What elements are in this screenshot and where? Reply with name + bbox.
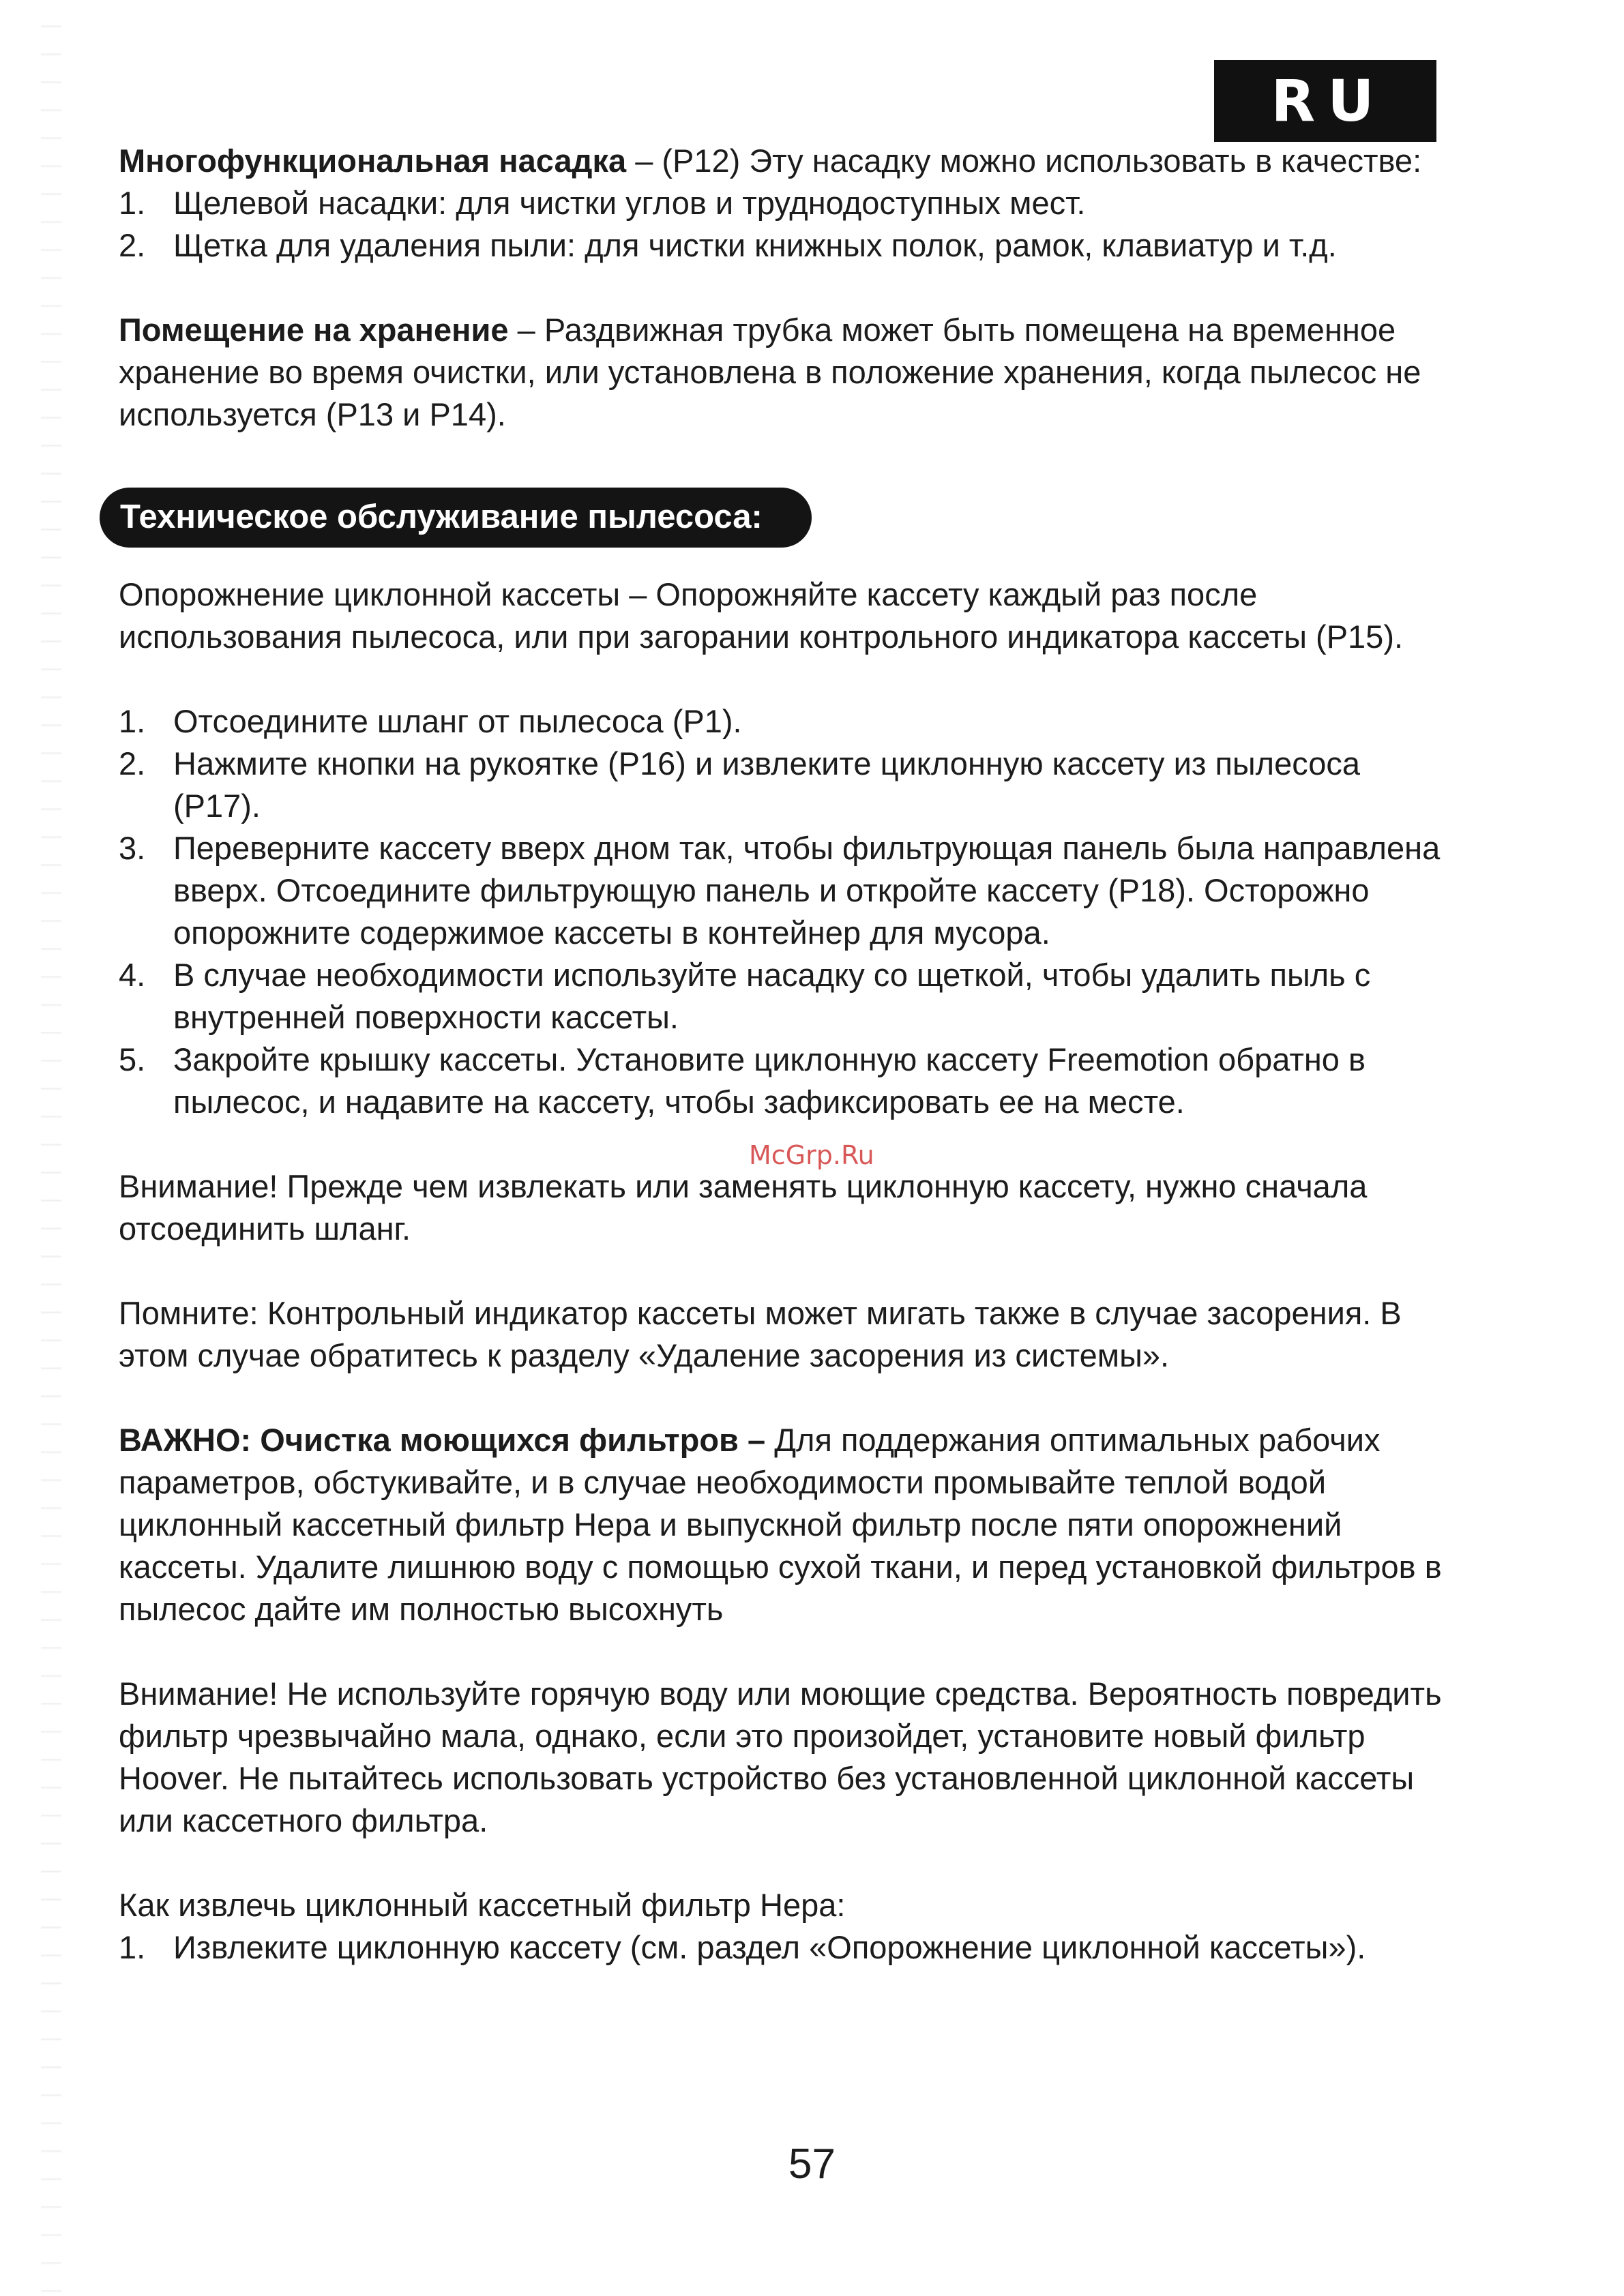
multi-tool-list bbox=[119, 182, 1456, 267]
attention-hose-paragraph: Внимание! Прежде чем извлекать или заменять циклонную кассету, нужно сначала отсоединить шланг. bbox=[119, 1168, 1368, 1247]
list-item bbox=[119, 224, 1456, 267]
list-item-number: 3. bbox=[119, 830, 146, 866]
important-text: Для поддержания оптимальных рабочих параметров, обстукивайте, и в случае необходимости промывайте теплой водой циклонный кассетный фильтр Hepa и выпускной фильтр после пяти опорожнений кассеты. Удалите лишнюю воду с помощью сухой ткани, и перед установкой фильтров в пылесос дайте им полностью высохнуть bbox=[119, 1422, 1442, 1627]
list-item bbox=[119, 182, 1456, 224]
remember-paragraph: Помните: Контрольный индикатор кассеты может мигать также в случае засорения. В этом случае обратитесь к разделу «Удаление засорения из системы». bbox=[119, 1295, 1402, 1373]
list-item-text: Щелевой насадки: для чистки углов и труднодоступных мест. bbox=[173, 185, 1086, 221]
list-item-text: Щетка для удаления пыли: для чистки книжных полок, рамок, клавиатур и т.д. bbox=[173, 227, 1337, 263]
page-number: 57 bbox=[788, 2141, 836, 2188]
multi-tool-title: Многофункциональная насадка bbox=[119, 143, 627, 179]
multi-tool-paragraph bbox=[119, 140, 1456, 182]
storage-paragraph bbox=[119, 309, 1456, 436]
list-item-text: Закройте крышку кассеты. Установите циклонную кассету Freemotion обратно в пылесос, и надавите на кассету, чтобы зафиксировать ее на месте. bbox=[173, 1041, 1365, 1120]
list-item bbox=[119, 743, 1456, 827]
list-item-number: 2. bbox=[119, 745, 146, 781]
list-item-number: 1. bbox=[119, 185, 146, 221]
watermark-text: McGrp.Ru bbox=[749, 1140, 874, 1170]
section-header-maintenance: Техническое обслуживание пылесоса: bbox=[100, 488, 812, 548]
list-item-text: Отсоедините шланг от пылесоса (P1). bbox=[173, 703, 742, 739]
list-item-text: Нажмите кнопки на рукоятке (P16) и извлеките циклонную кассету из пылесоса (P17). bbox=[173, 745, 1361, 824]
list-item bbox=[119, 827, 1456, 954]
list-item bbox=[119, 1039, 1456, 1123]
attention-water-paragraph: Внимание! Не используйте горячую воду или моющие средства. Вероятность повредить фильтр чрезвычайно мала, однако, если это произойдет, установите новый фильтр Hoover. Не пытайтесь использовать устройство без установленной циклонной кассеты или кассетного фильтра. bbox=[119, 1675, 1442, 1838]
hepa-removal-list bbox=[119, 1926, 1456, 1969]
list-item-number: 1. bbox=[119, 1929, 146, 1965]
page-content bbox=[119, 140, 1456, 1969]
list-item-number: 4. bbox=[119, 957, 146, 993]
emptying-steps-list bbox=[119, 700, 1456, 1123]
list-item bbox=[119, 954, 1456, 1039]
important-paragraph bbox=[119, 1419, 1456, 1630]
multi-tool-text: – (P12) Эту насадку можно использовать в качестве: bbox=[626, 143, 1422, 179]
list-item bbox=[119, 1926, 1456, 1969]
storage-text: – Раздвижная трубка может быть помещена на временное хранение во время очистки, или установлена в положение хранения, когда пылесос не используется (P13 и P14). bbox=[119, 312, 1421, 432]
list-item-number: 1. bbox=[119, 703, 146, 739]
hepa-removal-intro: Как извлечь циклонный кассетный фильтр Hepa: bbox=[119, 1887, 846, 1923]
list-item-text: Извлеките циклонную кассету (см. раздел «Опорожнение циклонной кассеты»). bbox=[173, 1929, 1366, 1965]
list-item bbox=[119, 700, 1456, 743]
scan-edge-artifact bbox=[41, 0, 61, 2296]
emptying-intro: Опорожнение циклонной кассеты – Опорожняйте кассету каждый раз после использования пылесоса, или при загорании контрольного индикатора кассеты (P15). bbox=[119, 576, 1404, 655]
list-item-number: 5. bbox=[119, 1041, 146, 1077]
list-item-text: Переверните кассету вверх дном так, чтобы фильтрующая панель была направлена вверх. Отсоедините фильтрующую панель и откройте кассету (P18). Осторожно опорожните содержимое кассеты в контейнер для мусора. bbox=[173, 830, 1441, 951]
list-item-text: В случае необходимости используйте насадку со щеткой, чтобы удалить пыль с внутренней поверхности кассеты. bbox=[173, 957, 1371, 1035]
language-badge: RU bbox=[1214, 60, 1436, 142]
storage-title: Помещение на хранение bbox=[119, 312, 509, 348]
list-item-number: 2. bbox=[119, 227, 146, 263]
important-title: ВАЖНО: Очистка моющихся фильтров – bbox=[119, 1422, 766, 1458]
